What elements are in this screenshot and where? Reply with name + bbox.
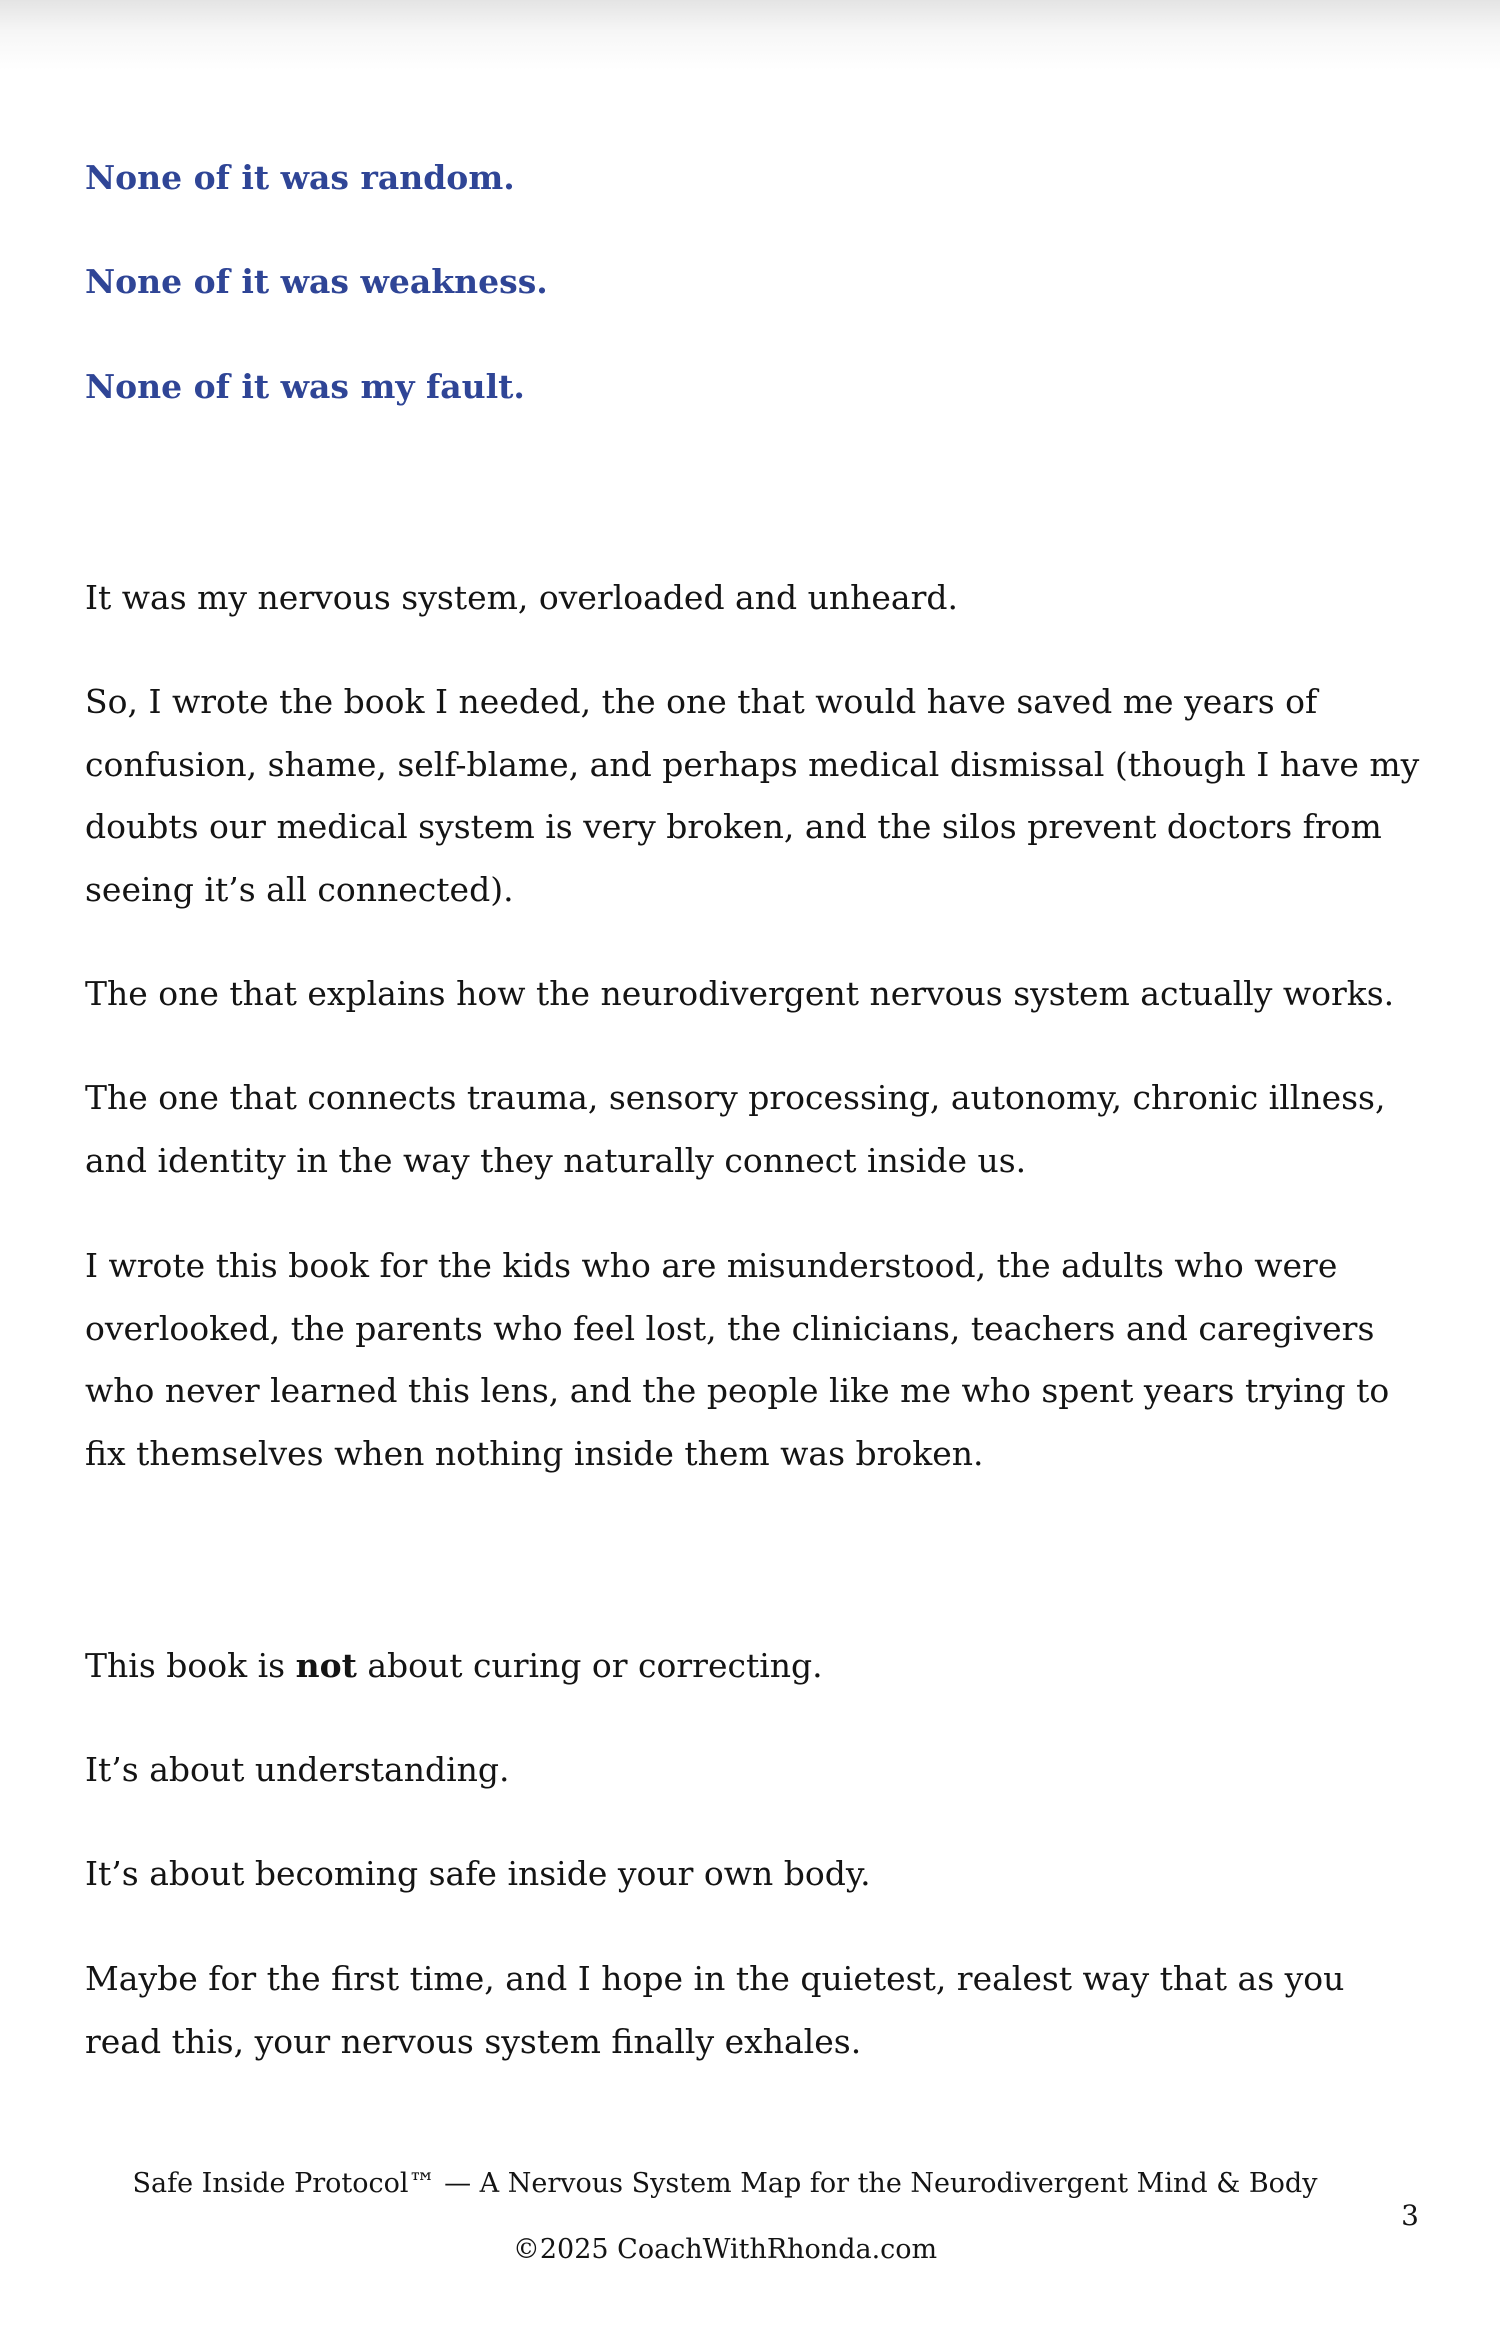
not-line-before: This book is: [85, 1646, 296, 1685]
paragraph-explains: The one that explains how the neurodivergent nervous system actually works.: [85, 974, 1395, 1013]
page-number: 3: [1401, 2199, 1419, 2232]
paragraph-audience: I wrote this book for the kids who are misunderstood, the adults who were overlooked, the parents who feel lost, the clinicians, teachers and caregivers who never learned this lens, and the people like me who spent years trying to fix themselves when nothing inside them was broken.: [85, 1246, 1390, 1473]
paragraph-nervous-system: It was my nervous system, overloaded and unheard.: [85, 578, 958, 617]
paragraph-connects: The one that connects trauma, sensory processing, autonomy, chronic illness, and identity in the way they naturally connect inside us.: [85, 1078, 1386, 1180]
not-line-after: about curing or correcting.: [356, 1646, 823, 1685]
paragraph-exhales: Maybe for the first time, and I hope in the quietest, realest way that as you read this, your nervous system finally exhales.: [85, 1959, 1345, 2061]
paragraph-not-curing: [85, 1635, 1425, 1698]
paragraph-wrote-book: So, I wrote the book I needed, the one that would have saved me years of confusion, shame, self-blame, and perhaps medical dismissal (though I have my doubts our medical system is very broken, and the silos prevent doctors from seeing it’s all connected).: [85, 682, 1420, 909]
paragraph-safe-inside: It’s about becoming safe inside your own body.: [85, 1854, 871, 1893]
paragraph-understanding: It’s about understanding.: [85, 1750, 510, 1789]
top-edge-shadow: [0, 0, 1500, 70]
emphasis-line-weakness: None of it was weakness.: [85, 262, 548, 301]
footer-copyright: ©2025 CoachWithRhonda.com: [512, 2234, 938, 2265]
not-line-bold: not: [295, 1646, 357, 1685]
emphasis-line-random: None of it was random.: [85, 158, 515, 197]
emphasis-line-fault: None of it was my fault.: [85, 367, 525, 406]
footer-title: Safe Inside Protocol™ — A Nervous System Map for the Neurodivergent Mind & Body: [132, 2168, 1318, 2199]
